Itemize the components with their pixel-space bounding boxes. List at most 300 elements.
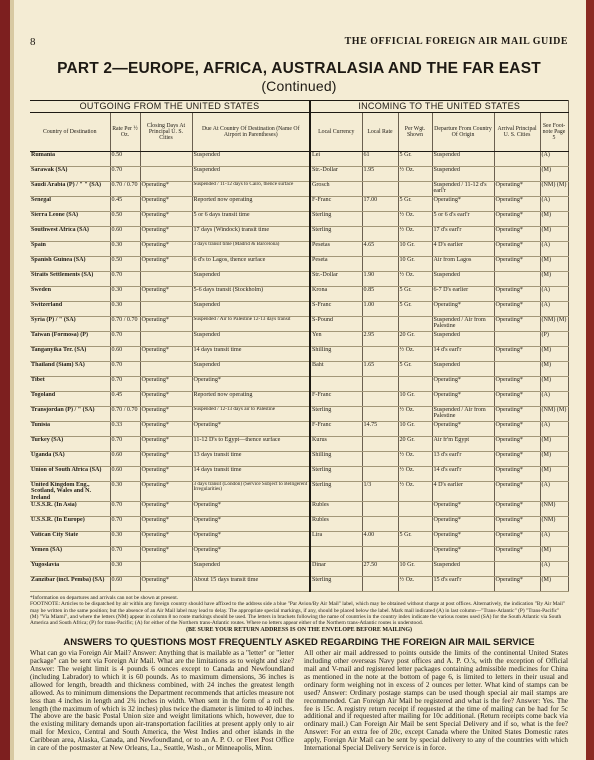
table-cell: Operating* xyxy=(192,422,310,437)
table-cell: 1/3 xyxy=(362,482,398,502)
table-row xyxy=(30,502,568,517)
table-cell: (A) xyxy=(540,242,568,257)
table-cell: Operating* xyxy=(432,517,494,532)
table-cell: 17 d's earl'r xyxy=(432,227,494,242)
table-cell: ½ Oz. xyxy=(398,272,432,287)
table-cell xyxy=(494,167,540,182)
table-cell: Rubles xyxy=(310,502,362,517)
title-main: PART 2—EUROPE, AFRICA, AUSTRALASIA AND THE FAR EAST xyxy=(57,60,541,77)
table-cell: Operating* xyxy=(494,482,540,502)
table-cell: 5 or 6 days transit time xyxy=(192,212,310,227)
table-cell: Operating* xyxy=(494,377,540,392)
table-cell: (P) xyxy=(540,332,568,347)
table-cell: 14 d's earl'r xyxy=(432,467,494,482)
binding-edge xyxy=(10,0,14,760)
table-cell xyxy=(362,347,398,362)
table-row xyxy=(30,482,568,502)
table-cell: 0.60 xyxy=(110,347,140,362)
table-cell: 14 d's earl'r xyxy=(432,347,494,362)
column-header: Departure From Country Of Origin xyxy=(432,113,494,152)
table-cell xyxy=(398,547,432,562)
table-cell: Suspended / Air from Palestine xyxy=(432,317,494,332)
table-cell xyxy=(398,502,432,517)
table-cell: Operating* xyxy=(494,577,540,592)
table-cell: Operating* xyxy=(140,422,192,437)
table-cell: (M) xyxy=(540,452,568,467)
country-cell: Tunisia xyxy=(30,422,110,437)
column-header: Country of Destination xyxy=(30,113,110,152)
country-cell: Uganda (SA) xyxy=(30,452,110,467)
table-cell: (A) xyxy=(540,422,568,437)
table-cell: 5 Gr. xyxy=(398,362,432,377)
table-cell: ½ Oz. xyxy=(398,227,432,242)
country-cell: Straits Settlements (SA) xyxy=(30,272,110,287)
table-row xyxy=(30,167,568,182)
table-cell: Air fr'm Egypt xyxy=(432,437,494,452)
table-cell: (A) xyxy=(540,152,568,167)
table-row xyxy=(30,332,568,347)
table-cell: (M) xyxy=(540,467,568,482)
table-cell: 0.30 xyxy=(110,287,140,302)
country-cell: Turkey (SA) xyxy=(30,437,110,452)
table-cell: 4 D's earlier xyxy=(432,482,494,502)
table-cell: S-Pound xyxy=(310,317,362,332)
table-cell: 0.60 xyxy=(110,467,140,482)
country-cell: Senegal xyxy=(30,197,110,212)
country-cell: U.S.S.R. (In Europe) xyxy=(30,517,110,532)
country-cell: Yemen (SA) xyxy=(30,547,110,562)
table-cell xyxy=(362,257,398,272)
column-header: Per Wgt. Shown xyxy=(398,113,432,152)
table-cell xyxy=(362,577,398,592)
table-cell: Operating* xyxy=(494,422,540,437)
title-suffix: (Continued) xyxy=(261,78,337,94)
table-cell: Operating* xyxy=(494,287,540,302)
table-cell: Operating* xyxy=(192,547,310,562)
section-outgoing: OUTGOING FROM THE UNITED STATES xyxy=(30,101,310,113)
table-cell: Operating* xyxy=(140,482,192,502)
section-incoming: INCOMING TO THE UNITED STATES xyxy=(310,101,568,113)
table-cell: 1.95 xyxy=(362,167,398,182)
table-row xyxy=(30,287,568,302)
table-cell: 5 Gr. xyxy=(398,302,432,317)
table-cell: 0.70 / 0.70 xyxy=(110,182,140,197)
table-cell: 0.45 xyxy=(110,392,140,407)
table-cell: Operating* xyxy=(192,377,310,392)
column-header: Rate Per ½ Oz. xyxy=(110,113,140,152)
qa-title: ANSWERS TO QUESTIONS MOST FREQUENTLY ASKED REGARDING THE FOREIGN AIR MAIL SERVICE xyxy=(63,637,535,649)
table-cell: Operating* xyxy=(192,517,310,532)
table-cell: Operating* xyxy=(494,452,540,467)
table-cell: 4.00 xyxy=(362,532,398,547)
table-cell: Operating* xyxy=(494,467,540,482)
table-cell: 0.30 xyxy=(110,302,140,317)
running-header xyxy=(30,36,568,48)
table-cell: Suspended xyxy=(192,272,310,287)
table-row xyxy=(30,182,568,197)
table-row xyxy=(30,152,568,167)
table-cell xyxy=(310,377,362,392)
table-cell: Suspended xyxy=(432,562,494,577)
table-cell: 5 or 6 d's earl'r xyxy=(432,212,494,227)
table-cell: (M) xyxy=(540,272,568,287)
table-cell: (NM) xyxy=(540,502,568,517)
table-cell: 0.70 xyxy=(110,362,140,377)
table-cell: Suspended xyxy=(432,152,494,167)
table-cell xyxy=(398,317,432,332)
table-cell: 1.65 xyxy=(362,362,398,377)
table-cell: Sterling xyxy=(310,467,362,482)
table-cell: Operating* xyxy=(140,517,192,532)
table-cell: ½ Oz. xyxy=(398,452,432,467)
table-cell xyxy=(140,302,192,317)
table-cell xyxy=(362,212,398,227)
table-cell: Operating* xyxy=(140,437,192,452)
table-cell: ½ Oz. xyxy=(398,212,432,227)
table-cell: 4 D's earlier xyxy=(432,242,494,257)
table-cell: 6-7 D's earlier xyxy=(432,287,494,302)
table-cell: Operating* xyxy=(432,532,494,547)
table-cell: F-Franc xyxy=(310,197,362,212)
table-cell xyxy=(362,317,398,332)
table-cell: 0.30 xyxy=(110,242,140,257)
table-cell: Operating* xyxy=(494,347,540,362)
table-cell: Reported now operating xyxy=(192,392,310,407)
country-cell: United Kingdom Eng., Scotland, Wales and N. Ireland xyxy=(30,482,110,502)
table-cell: ½ Oz. xyxy=(398,482,432,502)
table-cell: Suspended xyxy=(192,562,310,577)
table-cell xyxy=(398,377,432,392)
table-cell: (M) xyxy=(540,377,568,392)
table-cell: Suspended / 11-12 d's earl'r xyxy=(432,182,494,197)
table-cell: Operating* xyxy=(432,377,494,392)
country-cell: Spanish Guinea (SA) xyxy=(30,257,110,272)
running-head: THE OFFICIAL FOREIGN AIR MAIL GUIDE xyxy=(344,36,568,47)
table-cell: 5 Gr. xyxy=(398,152,432,167)
table-cell: Sterling xyxy=(310,482,362,502)
table-cell: (A) xyxy=(540,197,568,212)
table-cell: 0.30 xyxy=(110,562,140,577)
country-cell: Vatican City State xyxy=(30,532,110,547)
table-cell: Yen xyxy=(310,332,362,347)
table-cell: Suspended / Air to Palestine 12-13 days transit xyxy=(192,317,310,332)
table-cell xyxy=(362,392,398,407)
table-cell xyxy=(140,152,192,167)
country-cell: Tibet xyxy=(30,377,110,392)
table-row xyxy=(30,437,568,452)
table-cell: 20 Gr. xyxy=(398,437,432,452)
table-cell: Lei xyxy=(310,152,362,167)
book-binding xyxy=(0,0,10,760)
table-cell: Operating* xyxy=(140,197,192,212)
table-cell: 0.30 xyxy=(110,532,140,547)
table-cell: ½ Oz. xyxy=(398,577,432,592)
table-cell: 20 Gr. xyxy=(398,332,432,347)
table-cell: Operating* xyxy=(494,547,540,562)
table-row xyxy=(30,362,568,377)
table-cell: Suspended xyxy=(192,152,310,167)
table-cell: 17.00 xyxy=(362,197,398,212)
table-cell: Operating* xyxy=(140,212,192,227)
table-cell: 0.70 xyxy=(110,377,140,392)
table-cell: 0.60 xyxy=(110,227,140,242)
table-row xyxy=(30,317,568,332)
table-row xyxy=(30,517,568,532)
table-cell: Operating* xyxy=(494,532,540,547)
table-cell: Operating* xyxy=(432,197,494,212)
country-cell: Yugoslavia xyxy=(30,562,110,577)
table-cell: Operating* xyxy=(140,452,192,467)
table-cell: 3 days transit time (Madrid & Barcelona) xyxy=(192,242,310,257)
table-cell: 6 d's to Lagos, thence surface xyxy=(192,257,310,272)
table-cell xyxy=(362,182,398,197)
table-row xyxy=(30,212,568,227)
table-cell: Operating* xyxy=(140,317,192,332)
rates-table xyxy=(30,100,569,592)
table-cell: 3 days transit (London) (Service Subject to Belligerent Irregularities) xyxy=(192,482,310,502)
table-cell: ½ Oz. xyxy=(398,347,432,362)
table-cell: Baht xyxy=(310,362,362,377)
table-cell xyxy=(362,437,398,452)
table-cell: 0.70 / 0.70 xyxy=(110,317,140,332)
country-cell: Taiwan (Formosa) (P) xyxy=(30,332,110,347)
qa-columns xyxy=(30,650,568,753)
country-cell: Tanganyika Ter. (SA) xyxy=(30,347,110,362)
table-cell: Pesetas xyxy=(310,242,362,257)
footnote-text: FOOTNOTE: Articles to be dispatched by air within any foreign country should have affixed to the address side a blue "Par Avion/By Air Mail" label, which may be obtained without charge at post offices. Alternatively, the indication "By Air Mail" may be written in the same position; but the absence of an Air Mail label may lead to delay. The appropriate special markings, if any, should be placed below the label. Mark mail indicated (A) in last column—"Trans-Atlantic" (P) "Trans-Pacific" (M) "Via Miami", and where the letters (NM) appear in column 8 no route markings should be used. The letters in brackets following the name of countries in the country index indicate the various routes used (SA) for the South Atlantic via South America and South Africa; (P) for trans-Pacific; (A) for either of the Northern trans-Atlantic routes. Where no letters appear either of the Northern trans-Atlantic routes is understood. xyxy=(30,601,566,626)
table-cell: Suspended xyxy=(192,362,310,377)
table-cell: 0.60 xyxy=(110,452,140,467)
table-cell: 17 days (Windock) transit time xyxy=(192,227,310,242)
table-cell: Operating* xyxy=(432,392,494,407)
column-header: Local Currency xyxy=(310,113,362,152)
table-cell: 27.50 xyxy=(362,562,398,577)
table-cell: 0.30 xyxy=(110,482,140,502)
table-cell: Sterling xyxy=(310,212,362,227)
table-cell: 14.75 xyxy=(362,422,398,437)
table-cell: 10 Gr. xyxy=(398,562,432,577)
country-cell: Southwest Africa (SA) xyxy=(30,227,110,242)
table-row xyxy=(30,562,568,577)
table-cell xyxy=(140,332,192,347)
table-cell xyxy=(362,227,398,242)
table-cell: 0.70 xyxy=(110,437,140,452)
table-cell: Suspended xyxy=(192,167,310,182)
table-cell: Operating* xyxy=(140,377,192,392)
table-cell: Operating* xyxy=(192,532,310,547)
page xyxy=(30,36,568,753)
table-cell: (A) xyxy=(540,562,568,577)
country-cell: Syria (P) / " (SA) xyxy=(30,317,110,332)
table-row xyxy=(30,242,568,257)
table-cell: F-Franc xyxy=(310,392,362,407)
table-cell: Shilling xyxy=(310,347,362,362)
table-cell: 0.60 xyxy=(110,577,140,592)
country-cell: Union of South Africa (SA) xyxy=(30,467,110,482)
country-cell: Sweden xyxy=(30,287,110,302)
table-row xyxy=(30,272,568,287)
table-cell: Reported now operating xyxy=(192,197,310,212)
table-cell: Operating* xyxy=(494,182,540,197)
table-cell: Operating* xyxy=(432,547,494,562)
country-cell: Sarawak (SA) xyxy=(30,167,110,182)
table-cell: Operating* xyxy=(494,302,540,317)
table-row xyxy=(30,257,568,272)
table-cell: Air from Lagos xyxy=(432,257,494,272)
table-cell: Operating* xyxy=(140,502,192,517)
table-cell: ½ Oz. xyxy=(398,467,432,482)
table-cell: Suspended xyxy=(432,362,494,377)
table-cell: 5 Gr. xyxy=(398,197,432,212)
table-cell xyxy=(362,407,398,422)
table-cell: 4.65 xyxy=(362,242,398,257)
return-address-note: (BE SURE YOUR RETURN ADDRESS IS ON THE ENVELOPE BEFORE MAILING) xyxy=(185,627,413,634)
table-cell: Operating* xyxy=(140,242,192,257)
table-cell: Krona xyxy=(310,287,362,302)
table-cell: (A) xyxy=(540,392,568,407)
table-cell: Operating* xyxy=(140,392,192,407)
table-cell: Suspended / Air from Palestine xyxy=(432,407,494,422)
table-row xyxy=(30,392,568,407)
table-cell: 0.70 xyxy=(110,272,140,287)
table-cell xyxy=(362,467,398,482)
country-cell: Switzerland xyxy=(30,302,110,317)
table-cell: Operating* xyxy=(494,517,540,532)
table-cell: 0.70 xyxy=(110,547,140,562)
country-cell: Thailand (Siam) SA) xyxy=(30,362,110,377)
table-cell: Kurus xyxy=(310,437,362,452)
table-row xyxy=(30,547,568,562)
table-cell: 13 d's earl'r xyxy=(432,452,494,467)
table-cell: Operating* xyxy=(494,502,540,517)
table-cell: Operating* xyxy=(494,212,540,227)
table-cell: (A) xyxy=(540,482,568,502)
table-cell: Operating* xyxy=(140,467,192,482)
table-cell: Operating* xyxy=(494,227,540,242)
table-row xyxy=(30,302,568,317)
table-row xyxy=(30,347,568,362)
table-cell: 0.45 xyxy=(110,197,140,212)
country-cell: Rumania xyxy=(30,152,110,167)
table-cell: Operating* xyxy=(140,577,192,592)
table-cell xyxy=(140,272,192,287)
table-cell: Grosch xyxy=(310,182,362,197)
table-cell: 0.70 xyxy=(110,167,140,182)
table-cell: (M) xyxy=(540,227,568,242)
table-cell: Operating* xyxy=(494,437,540,452)
table-cell: (M) xyxy=(540,212,568,227)
table-cell: Rubles xyxy=(310,517,362,532)
table-cell: 10 Gr. xyxy=(398,257,432,272)
table-cell: 5 Gr. xyxy=(398,532,432,547)
table-cell: 1.00 xyxy=(362,302,398,317)
table-cell: Operating* xyxy=(192,502,310,517)
table-row xyxy=(30,197,568,212)
table-cell xyxy=(494,332,540,347)
table-cell: 10 Gr. xyxy=(398,242,432,257)
table-cell: 0.70 xyxy=(110,517,140,532)
table-cell: (M) xyxy=(540,547,568,562)
table-cell: 61 xyxy=(362,152,398,167)
column-header: Arrival Principal U. S. Cities xyxy=(494,113,540,152)
table-cell: 11-12 D's to Egypt—thence surface xyxy=(192,437,310,452)
table-cell: 1.90 xyxy=(362,272,398,287)
table-cell: (NM) (M) xyxy=(540,317,568,332)
table-cell: 0.70 / 0.70 xyxy=(110,407,140,422)
table-cell: 5 Gr. xyxy=(398,287,432,302)
table-cell: Suspended xyxy=(192,332,310,347)
table-cell: 0.70 xyxy=(110,502,140,517)
table-row xyxy=(30,532,568,547)
table-row xyxy=(30,377,568,392)
table-cell: 0.50 xyxy=(110,212,140,227)
table-cell: Suspended / 12-13 days air to Palestine xyxy=(192,407,310,422)
page-title xyxy=(30,60,568,96)
table-cell: S-Franc xyxy=(310,302,362,317)
country-cell: Sierra Leone (SA) xyxy=(30,212,110,227)
table-cell xyxy=(494,562,540,577)
table-cell: 13 days transit time xyxy=(192,452,310,467)
table-cell: ½ Oz. xyxy=(398,167,432,182)
table-cell: (A) xyxy=(540,287,568,302)
table-cell: Operating* xyxy=(140,407,192,422)
table-cell xyxy=(398,517,432,532)
country-cell: Zanzibar (incl. Pemba) (SA) xyxy=(30,577,110,592)
table-cell: (M) xyxy=(540,167,568,182)
table-cell: Operating* xyxy=(494,317,540,332)
table-cell xyxy=(362,547,398,562)
column-header: Local Rate xyxy=(362,113,398,152)
table-cell xyxy=(398,182,432,197)
page-number: 8 xyxy=(30,36,36,48)
table-cell: (NM) xyxy=(540,517,568,532)
table-cell xyxy=(140,562,192,577)
country-cell: Transjordan (P) / " (SA) xyxy=(30,407,110,422)
table-cell: Suspended xyxy=(432,272,494,287)
table-cell xyxy=(140,362,192,377)
table-cell: (NM) (M) xyxy=(540,182,568,197)
table-cell: Operating* xyxy=(432,422,494,437)
table-row xyxy=(30,452,568,467)
table-cell xyxy=(362,377,398,392)
table-cell: Operating* xyxy=(140,547,192,562)
table-row xyxy=(30,467,568,482)
table-row xyxy=(30,227,568,242)
table-cell xyxy=(140,167,192,182)
table-cell xyxy=(494,152,540,167)
table-cell: Str.-Dollar xyxy=(310,167,362,182)
table-cell: 0.85 xyxy=(362,287,398,302)
table-cell: (M) xyxy=(540,362,568,377)
table-cell xyxy=(310,547,362,562)
footnote-star: *Information on departures and arrivals can not be shown at present. xyxy=(30,595,179,602)
table-cell: ½ Oz. xyxy=(398,407,432,422)
country-cell: Togoland xyxy=(30,392,110,407)
table-cell: 5-6 days transit (Stockholm) xyxy=(192,287,310,302)
table-cell: Operating* xyxy=(432,502,494,517)
table-cell: 10 Gr. xyxy=(398,422,432,437)
table-cell: (A) xyxy=(540,532,568,547)
table-cell: 14 days transit time xyxy=(192,347,310,362)
table-cell: (A) xyxy=(540,302,568,317)
table-cell: 14 days transit time xyxy=(192,467,310,482)
table-cell: Operating* xyxy=(140,227,192,242)
table-row xyxy=(30,422,568,437)
table-cell: Str.-Dollar xyxy=(310,272,362,287)
table-cell: Suspended xyxy=(192,302,310,317)
country-cell: Saudi Arabia (P) / " " (SA) xyxy=(30,182,110,197)
table-cell: Operating* xyxy=(140,182,192,197)
